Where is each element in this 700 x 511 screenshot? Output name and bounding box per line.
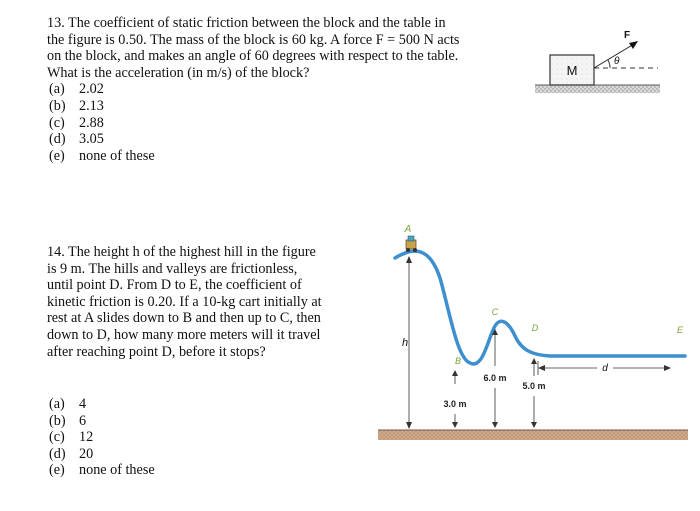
option-text: none of these bbox=[79, 462, 155, 479]
question-13 bbox=[47, 15, 547, 164]
option-text: 3.05 bbox=[79, 131, 104, 148]
option-label: (b) bbox=[49, 97, 66, 114]
h-arrow-bottom bbox=[406, 422, 412, 429]
option-13a bbox=[47, 81, 547, 98]
figure-13-block-diagram bbox=[530, 22, 670, 102]
c-height-label: 6.0 m bbox=[483, 373, 507, 383]
option-14b bbox=[47, 413, 155, 430]
point-c-label: C bbox=[491, 307, 499, 317]
d-distance-arrow-right bbox=[664, 365, 671, 371]
figure-14-track-diagram bbox=[375, 218, 690, 446]
option-text: 2.88 bbox=[79, 114, 104, 131]
option-text: 2.13 bbox=[79, 97, 104, 114]
point-a-label: A bbox=[404, 224, 412, 235]
option-14c bbox=[47, 429, 155, 446]
option-13c bbox=[47, 115, 547, 132]
force-label: F bbox=[624, 30, 631, 41]
angle-label: θ bbox=[614, 56, 620, 67]
option-14d bbox=[47, 446, 155, 463]
option-text: none of these bbox=[79, 147, 155, 164]
option-label: (e) bbox=[49, 462, 65, 479]
option-14e bbox=[47, 462, 155, 479]
option-label: (c) bbox=[49, 114, 65, 131]
b-height-label: 3.0 m bbox=[443, 399, 467, 409]
option-label: (c) bbox=[49, 429, 65, 446]
question-13-options bbox=[47, 81, 547, 164]
option-text: 2.02 bbox=[79, 81, 104, 98]
option-text: 4 bbox=[79, 396, 87, 412]
distance-label: d bbox=[602, 363, 608, 374]
point-e-label: E bbox=[676, 325, 684, 335]
option-label: (b) bbox=[49, 412, 66, 429]
cart bbox=[406, 236, 417, 252]
option-label: (a) bbox=[49, 396, 65, 412]
option-text: 12 bbox=[79, 429, 94, 446]
option-label: (a) bbox=[49, 81, 65, 98]
question-14 bbox=[47, 244, 377, 360]
option-text: 20 bbox=[79, 445, 94, 462]
option-13b bbox=[47, 98, 547, 115]
d-height-label: 5.0 m bbox=[522, 381, 546, 391]
h-arrow-top bbox=[406, 256, 412, 263]
h-label: h bbox=[402, 337, 409, 349]
angle-arc bbox=[608, 60, 610, 68]
option-13e bbox=[47, 148, 547, 165]
option-label: (d) bbox=[49, 445, 66, 462]
d-distance-arrow-left bbox=[538, 365, 545, 371]
track-curve bbox=[395, 251, 685, 364]
block-label: M bbox=[566, 63, 578, 78]
option-label: (d) bbox=[49, 131, 66, 148]
option-label: (e) bbox=[49, 147, 65, 164]
option-14a bbox=[47, 396, 155, 413]
d-arrow-top bbox=[531, 358, 537, 364]
question-14-options bbox=[47, 396, 155, 479]
question-14-stem: 14. The height h of the highest hill in the figure is 9 m. The hills and valleys are frictionless, until point D. From D to E, the coefficient of kinetic friction is 0.20. If a 10-kg cart initially at rest at A slides down to B and then up to C, then down to D, how many more meters will it travel after reaching point D, before it stops? bbox=[47, 244, 322, 360]
question-13-stem: 13. The coefficient of static friction between the block and the table in the figure is 0.50. The mass of the block is 60 kg. A force F = 500 N acts on the block, and makes an angle of 60 degrees with respect to the table. What is the acceleration (in m/s) of the block? bbox=[47, 15, 460, 81]
point-d-label: D bbox=[531, 323, 539, 333]
ground bbox=[378, 430, 688, 440]
point-b-label: B bbox=[454, 356, 462, 366]
d-arrow-bottom bbox=[531, 422, 537, 428]
option-13d bbox=[47, 131, 547, 148]
c-arrow-bottom bbox=[492, 422, 498, 428]
b-arrow-bottom bbox=[452, 422, 458, 428]
force-arrowhead bbox=[629, 41, 638, 49]
b-arrow-top bbox=[452, 370, 458, 376]
table-surface bbox=[535, 85, 660, 93]
option-text: 6 bbox=[79, 412, 87, 429]
